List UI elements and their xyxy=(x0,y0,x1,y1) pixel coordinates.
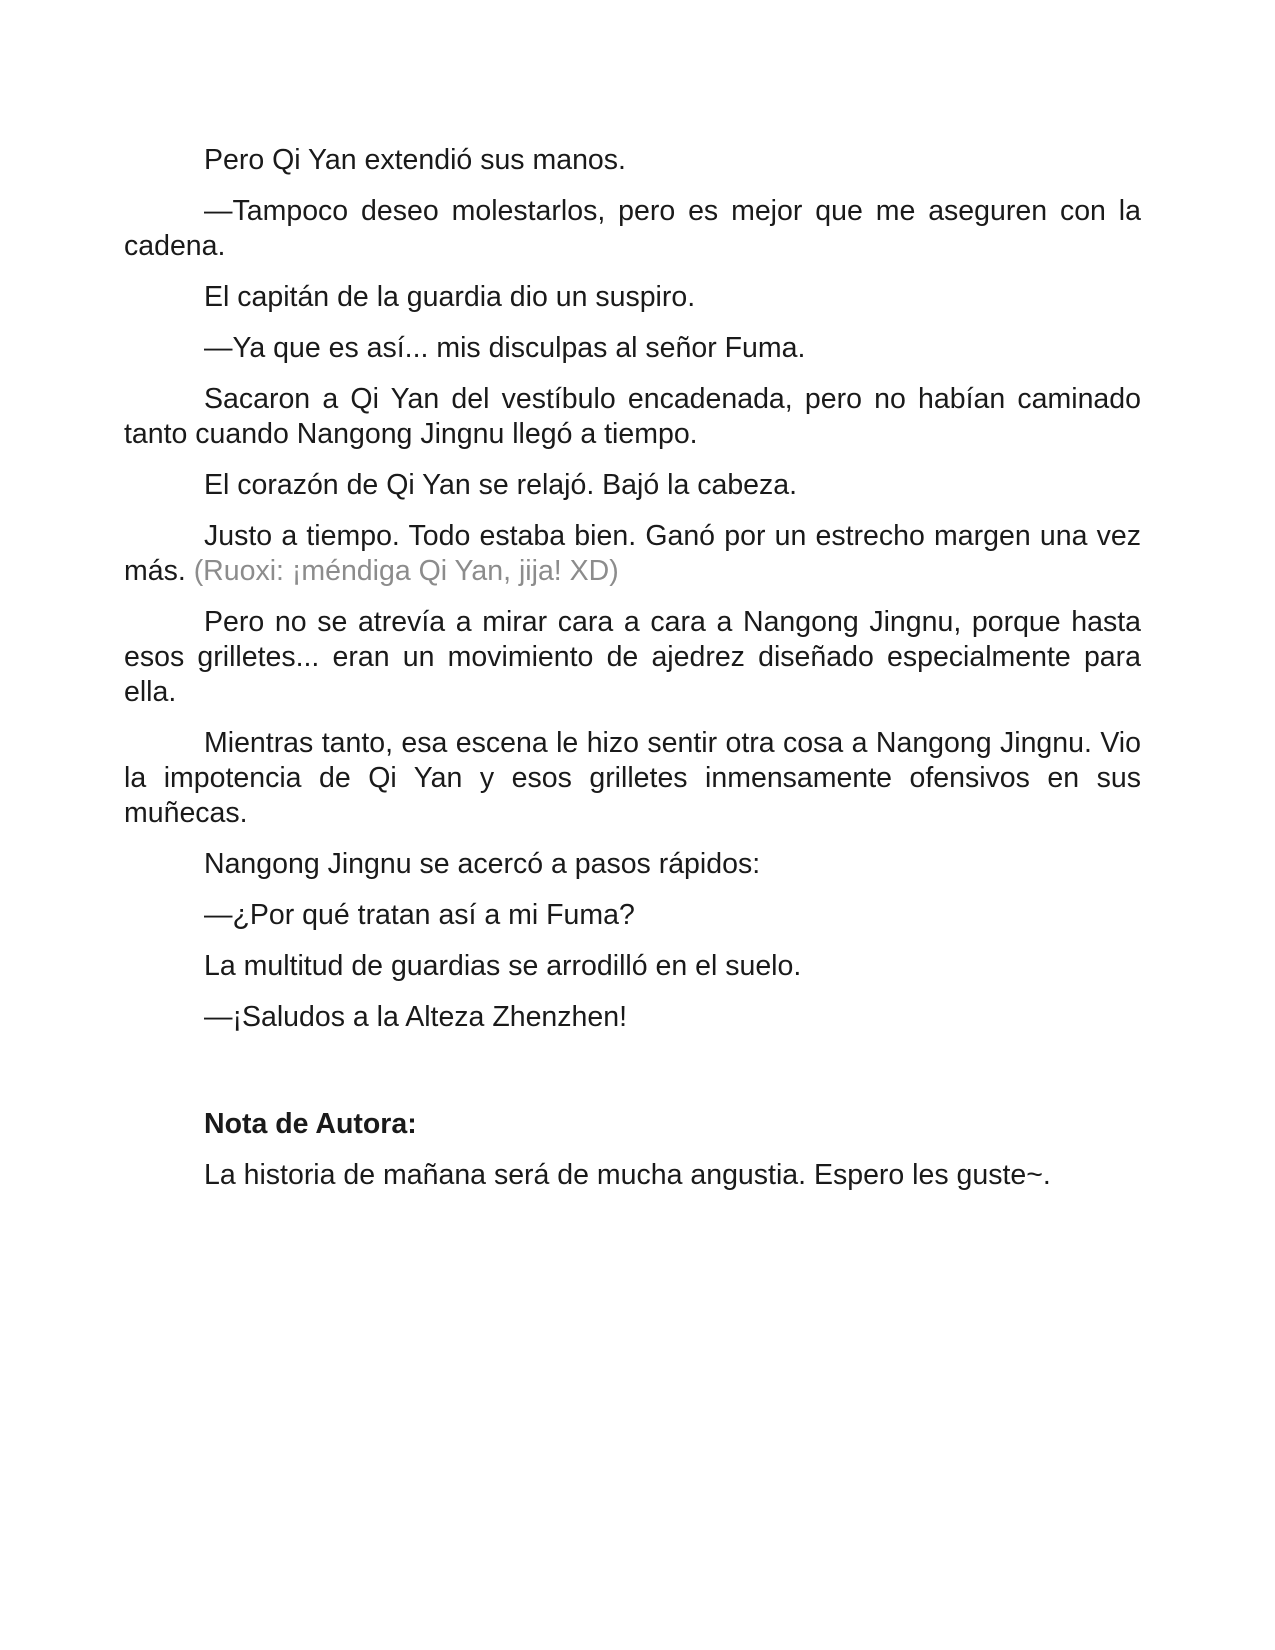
paragraph: Pero no se atrevía a mirar cara a cara a Nangong Jingnu, porque hasta esos grilletes... eran un movimiento de ajedrez diseñado especialmente para ella. xyxy=(124,606,1141,708)
paragraph: Pero Qi Yan extendió sus manos. xyxy=(204,144,626,176)
paragraph: Mientras tanto, esa escena le hizo sentir otra cosa a Nangong Jingnu. Vio la impotencia de Qi Yan y esos grilletes inmensamente ofensivos en sus muñecas. xyxy=(124,727,1141,829)
paragraph: —Tampoco deseo molestarlos, pero es mejor que me aseguren con la cadena. xyxy=(124,195,1141,262)
paragraph: —¡Saludos a la Alteza Zhenzhen! xyxy=(204,1001,628,1033)
paragraph xyxy=(124,519,1141,589)
paragraph: —Ya que es así... mis disculpas al señor Fuma. xyxy=(204,332,806,364)
chapter-body xyxy=(124,143,1141,1193)
author-note-heading: Nota de Autora: xyxy=(204,1108,417,1140)
paragraph-text: Justo a tiempo. Todo estaba bien. Ganó por un estrecho margen una vez más. xyxy=(124,520,1141,587)
paragraph: El capitán de la guardia dio un suspiro. xyxy=(204,281,696,313)
paragraph: —¿Por qué tratan así a mi Fuma? xyxy=(204,899,635,931)
translator-note: (Ruoxi: ¡méndiga Qi Yan, jija! XD) xyxy=(193,555,619,587)
paragraph: La multitud de guardias se arrodilló en el suelo. xyxy=(204,950,802,982)
paragraph: Sacaron a Qi Yan del vestíbulo encadenada, pero no habían caminado tanto cuando Nangong Jingnu llegó a tiempo. xyxy=(124,383,1141,450)
author-note-text: La historia de mañana será de mucha angustia. Espero les guste~. xyxy=(204,1159,1051,1191)
paragraph: Nangong Jingnu se acercó a pasos rápidos: xyxy=(204,848,761,880)
paragraph: El corazón de Qi Yan se relajó. Bajó la cabeza. xyxy=(204,469,798,501)
